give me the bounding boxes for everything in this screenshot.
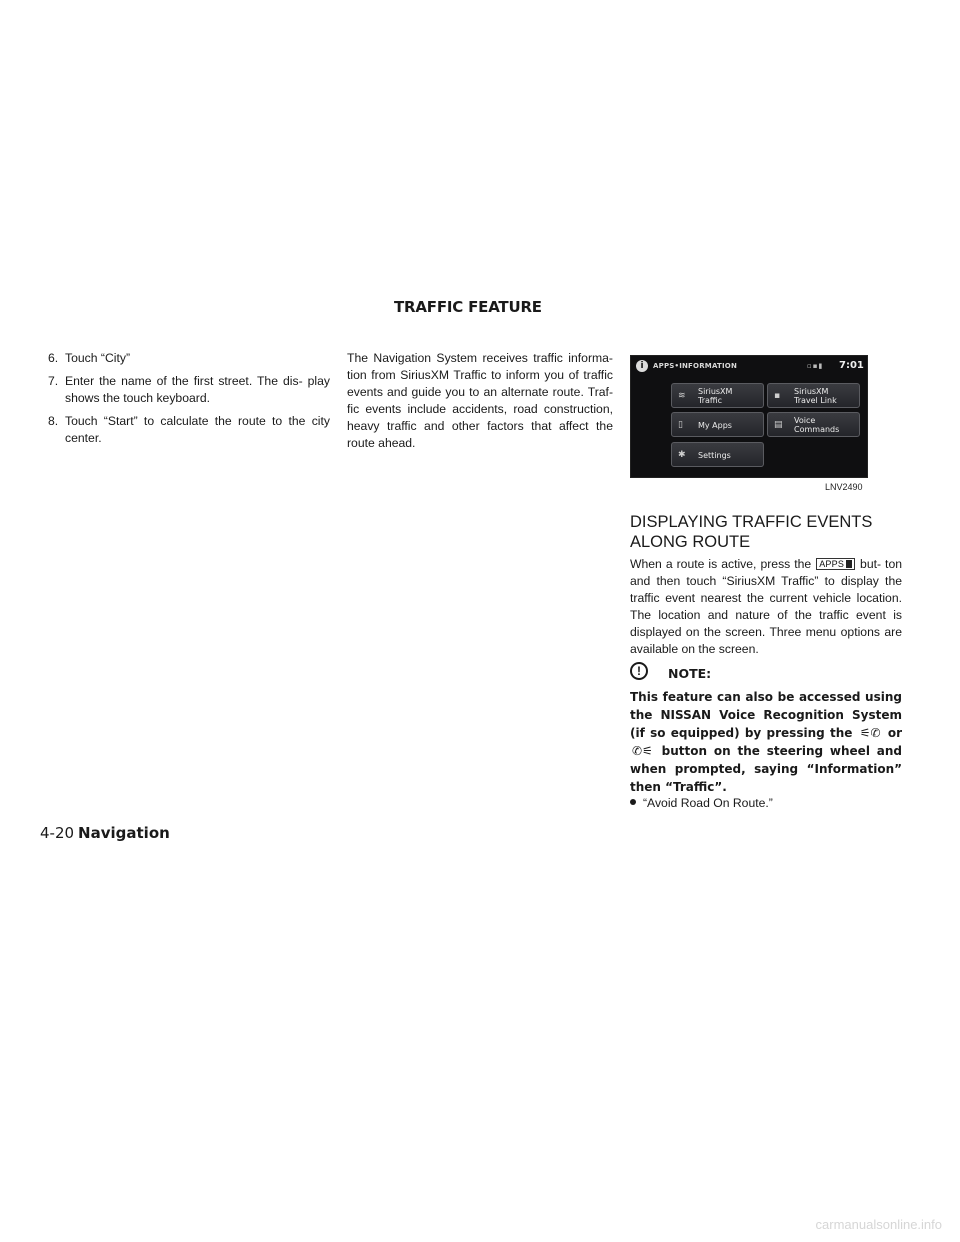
- tile-settings[interactable]: [671, 442, 764, 467]
- voice-icon: ▤: [774, 420, 783, 430]
- apps-icon: ▯: [678, 420, 683, 430]
- apps-information-screenshot: [630, 355, 868, 478]
- screen-clock: 7:01: [839, 360, 864, 371]
- intro-paragraph: The Navigation System receives traffic informa- tion from SiriusXM Traffic to inform you of traffic events and guide you to an alternate route. Traf- fic events include accidents, road construction, heavy traffic and other factors that affect the route ahead.: [347, 351, 613, 450]
- footer-section-title: Navigation: [78, 824, 170, 842]
- watermark: carmanualsonline.info: [815, 1217, 942, 1232]
- tile-voice-commands[interactable]: [767, 412, 860, 437]
- tile-siriusxm-travel-link[interactable]: [767, 383, 860, 408]
- tile-label: My Apps: [698, 421, 732, 430]
- screen-topbar: [631, 356, 867, 377]
- status-icons: ▫▪▮: [807, 362, 824, 370]
- tile-label: Settings: [698, 451, 731, 460]
- tile-my-apps[interactable]: [671, 412, 764, 437]
- subheading-line: DISPLAYING TRAFFIC EVENTS: [630, 513, 873, 531]
- note-body: This feature can also be accessed using the NISSAN Voice Recognition System (if so equipped) by pressing the ⚟✆ or ✆⚟ button on the steering wheel and when prompted, saying “Information” then “Traffic”.: [630, 690, 902, 794]
- page-number: 4-20: [40, 824, 75, 842]
- steps-list: [48, 350, 330, 447]
- step-text: Touch “City”: [65, 351, 131, 365]
- tile-siriusxm-traffic[interactable]: [671, 383, 764, 408]
- note-label: NOTE:: [668, 666, 712, 681]
- subsection-heading: [630, 512, 890, 552]
- exclamation-icon: !: [630, 662, 648, 680]
- phone-talk-icon: ⚟✆: [859, 726, 881, 740]
- gear-icon: ✱: [678, 450, 686, 460]
- screen-title: APPS•INFORMATION: [653, 362, 738, 370]
- info-icon: i: [636, 360, 648, 372]
- list-item: [48, 350, 330, 367]
- list-item: [48, 413, 330, 447]
- intro-column: [347, 350, 613, 452]
- list-item: “Avoid Road On Route.”: [630, 795, 773, 812]
- traffic-icon: ≋: [678, 391, 686, 401]
- tile-label: SiriusXM Traffic: [698, 387, 733, 405]
- step-number: 7.: [48, 374, 59, 388]
- tile-label: SiriusXM Travel Link: [794, 387, 837, 405]
- bullet-icon: [630, 799, 636, 805]
- figure-code: LNV2490: [825, 482, 863, 492]
- apps-button-icon: APPS: [816, 558, 855, 570]
- travel-link-icon: ▪: [774, 391, 781, 401]
- step-number: 8.: [48, 414, 59, 428]
- step-text: Enter the name of the first street. The dis- play shows the touch keyboard.: [65, 374, 330, 405]
- tile-label: Voice Commands: [794, 416, 840, 434]
- steps-column: [48, 350, 330, 453]
- section-heading: TRAFFIC FEATURE: [394, 298, 542, 316]
- body-paragraph: When a route is active, press the APPS but- ton and then touch “SiriusXM Traffic” to display the traffic event nearest the current vehicle location. The location and nature of the traffic event is displayed on the screen. Three menu options are available on the screen.: [630, 557, 902, 656]
- phone-voice-icon: ✆⚟: [632, 744, 653, 758]
- page-footer: [40, 824, 170, 842]
- step-text: Touch “Start” to calculate the route to the city center.: [65, 414, 330, 445]
- step-number: 6.: [48, 351, 59, 365]
- subheading-line: ALONG ROUTE: [630, 533, 751, 551]
- list-item: [48, 373, 330, 407]
